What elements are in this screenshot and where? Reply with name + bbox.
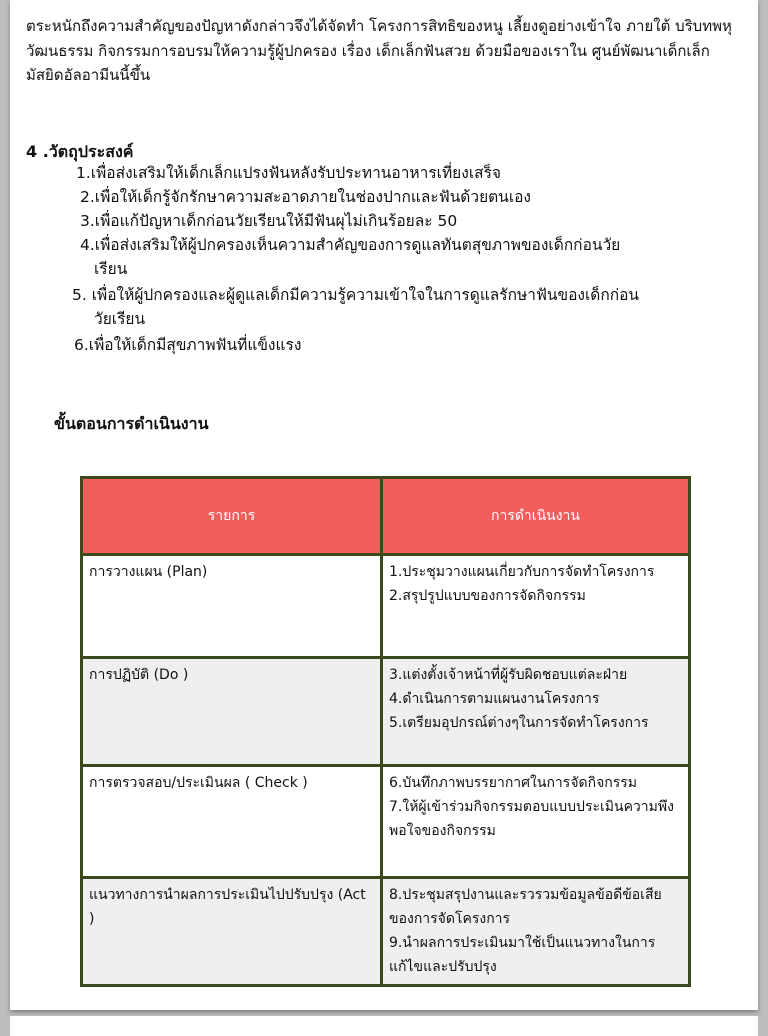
action-text: 5.เตรียมอุปกรณ์ต่างๆในการจัดทำโครงการ [389, 715, 649, 731]
action-text: 1.ประชุมวางแผนเกี่ยวกับการจัดทำโครงการ [389, 564, 655, 580]
table-row [82, 878, 690, 986]
document-page [10, 0, 758, 1010]
row-actions [382, 658, 690, 766]
action-text: 2.สรุปรูปแบบของการจัดกิจกรรม [389, 588, 586, 604]
intro-paragraph: ตระหนักถึงความสำคัญของปัญหาดังกล่าวจึงได้จัดทำ โครงการสิทธิของหนู เลี้ยงดูอย่างเข้าใจ ภายใต้ บริบทพหุวัฒนธรรม กิจกรรมการอบรมให้ความรู้ผู้ปกครอง เรื่อง เด็กเล็กฟันสวย ด้วยมือของเราใน ศูนย์พัฒนาเด็กเล็กมัสยิดอัลอามีนนี้ขึ้น [26, 17, 732, 84]
objective-item-continued: เรียน [94, 260, 128, 278]
objective-item-continued: วัยเรียน [94, 310, 146, 328]
objective-item: 2.เพื่อให้เด็กรู้จักรักษาความสะอาดภายในช่องปากและฟันด้วยตนเอง [80, 188, 531, 206]
objective-item: 6.เพื่อให้เด็กมีสุขภาพฟันที่แข็งแรง [74, 336, 302, 354]
row-item-plan: การวางแผน (Plan) [82, 555, 382, 658]
row-item-do: การปฏิบัติ (Do ) [82, 658, 382, 766]
row-actions [382, 878, 690, 986]
row-item-check: การตรวจสอบ/ประเมินผล ( Check ) [82, 766, 382, 878]
table-row [82, 555, 690, 658]
action-text: 8.ประชุมสรุปงานและรวรวมข้อมูลข้อดีข้อเสียของการจัดโครงการ [389, 887, 662, 927]
action-text: 9.นำผลการประเมินมาใช้เป็นแนวทางในการแก้ไขและปรับปรุง [389, 935, 656, 975]
next-page-edge [10, 1016, 758, 1036]
table-row [82, 658, 690, 766]
action-text: 4.ดำเนินการตามแผนงานโครงการ [389, 691, 600, 707]
steps-heading: ขั้นตอนการดำเนินงาน [54, 414, 209, 433]
objective-item: 1.เพื่อส่งเสริมให้เด็กเล็กแปรงฟันหลังรับประทานอาหารเที่ยงเสร็จ [76, 164, 501, 182]
action-text: 3.แต่งตั้งเจ้าหน้าที่ผู้รับผิดชอบแต่ละฝ่าย [389, 667, 628, 683]
objective-item: 4.เพื่อส่งเสริมให้ผู้ปกครองเห็นความสำคัญของการดูแลทันตสุขภาพของเด็กก่อนวัย [80, 236, 621, 254]
table-header-row [82, 478, 690, 555]
objective-item: 5. เพื่อให้ผู้ปกครองและผู้ดูแลเด็กมีความรู้ความเข้าใจในการดูแลรักษาฟันของเด็กก่อน [72, 286, 640, 304]
column-header-actions: การดำเนินงาน [382, 478, 690, 555]
row-actions [382, 555, 690, 658]
action-text: 6.บันทึกภาพบรรยากาศในการจัดกิจกรรม [389, 775, 638, 791]
column-header-item: รายการ [82, 478, 382, 555]
objectives-heading: 4 .วัตถุประสงค์ [26, 142, 134, 161]
action-text: 7.ให้ผู้เข้าร่วมกิจกรรมตอบแบบประเมินความพึงพอใจของกิจกรรม [389, 799, 674, 839]
pdca-table [80, 476, 691, 987]
row-item-act: แนวทางการนำผลการประเมินไปปรับปรุง (Act ) [82, 878, 382, 986]
row-actions [382, 766, 690, 878]
objective-item: 3.เพื่อแก้ปัญหาเด็กก่อนวัยเรียนให้มีฟันผุไม่เกินร้อยละ 50 [80, 212, 458, 230]
table-row [82, 766, 690, 878]
